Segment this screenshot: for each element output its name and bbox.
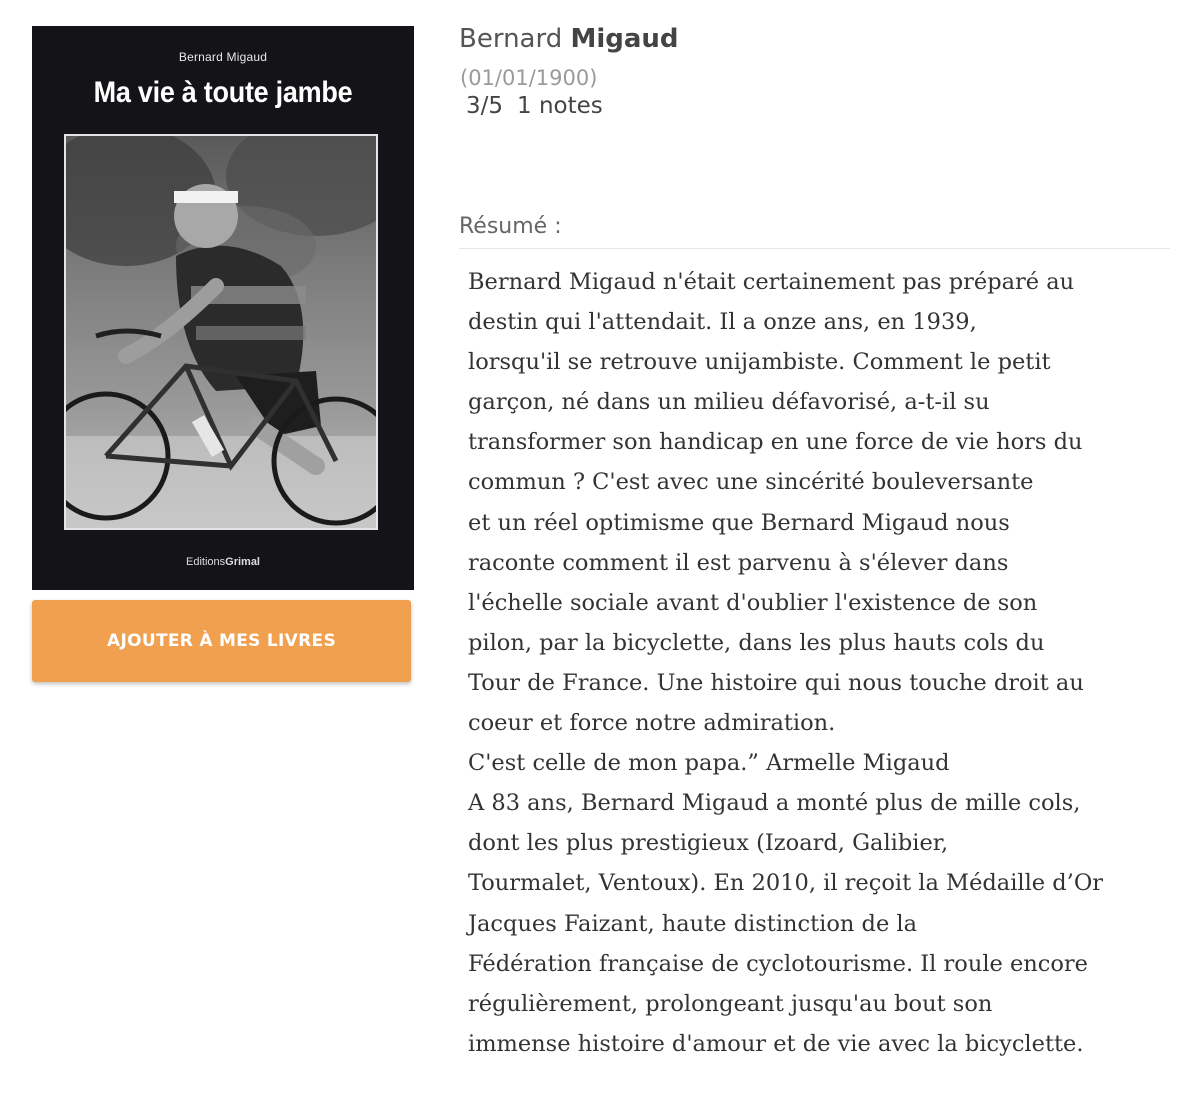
publisher-name-bold: Grimal	[225, 556, 260, 568]
summary-line: Jacques Faizant, haute distinction de la	[468, 910, 918, 937]
summary-line: transformer son handicap en une force de vie hors du	[468, 429, 1083, 456]
summary-line: raconte comment il est parvenu à s'élever dans	[468, 549, 1009, 576]
summary-line: C'est celle de mon papa.” Armelle Migaud	[468, 750, 950, 777]
summary-line: Tourmalet, Ventoux). En 2010, il reçoit la Médaille d’Or	[468, 870, 1104, 897]
cover-publisher	[32, 556, 414, 568]
summary-line: A 83 ans, Bernard Migaud a monté plus de mille cols,	[468, 790, 1081, 817]
publisher-name-part: Editions	[186, 556, 226, 568]
summary-text	[468, 262, 1178, 1064]
summary-line: commun ? C'est avec une sincérité bouleversante	[468, 469, 1034, 496]
summary-line: régulièrement, prolongeant jusqu'au bout son	[468, 990, 993, 1017]
cover-author: Bernard Migaud	[178, 50, 268, 64]
summary-line: dont les plus prestigieux (Izoard, Galibier,	[468, 830, 949, 857]
cyclist-photo-icon	[66, 136, 376, 528]
add-to-my-books-button[interactable]: AJOUTER À MES LIVRES	[32, 600, 411, 682]
summary-line: garçon, né dans un milieu défavorisé, a-t-il su	[468, 389, 990, 416]
publication-date: (01/01/1900)	[460, 66, 598, 90]
author-first-name: Bernard	[459, 24, 563, 54]
summary-line: Fédération française de cyclotourisme. Il roule encore	[468, 950, 1089, 977]
summary-line: Bernard Migaud n'était certainement pas préparé au	[468, 269, 1075, 295]
summary-line: lorsqu'il se retrouve unijambiste. Comment le petit	[468, 349, 1051, 376]
summary-line: immense histoire d'amour et de vie avec la bicyclette.	[468, 1030, 1084, 1057]
summary-line: et un réel optimisme que Bernard Migaud nous	[468, 509, 1010, 536]
summary-line: coeur et force notre admiration.	[468, 710, 836, 737]
cyclist-photo	[64, 134, 378, 530]
summary-line: l'échelle sociale avant d'oublier l'existence de son	[468, 589, 1038, 616]
rating-score: 3/5	[466, 93, 504, 119]
summary-label: Résumé :	[459, 214, 562, 239]
rating	[466, 93, 603, 119]
cover-title: Ma vie à toute jambe	[93, 76, 353, 109]
author-name[interactable]	[459, 24, 679, 54]
summary-line: pilon, par la bicyclette, dans les plus hauts cols du	[468, 629, 1045, 656]
author-last-name: Migaud	[570, 24, 679, 54]
summary-line: destin qui l'attendait. Il a onze ans, en 1939,	[468, 309, 977, 336]
book-cover[interactable]	[32, 26, 414, 590]
rating-notes-count: 1 notes	[517, 93, 603, 119]
summary-line: Tour de France. Une histoire qui nous touche droit au	[468, 669, 1084, 696]
divider	[459, 248, 1170, 249]
